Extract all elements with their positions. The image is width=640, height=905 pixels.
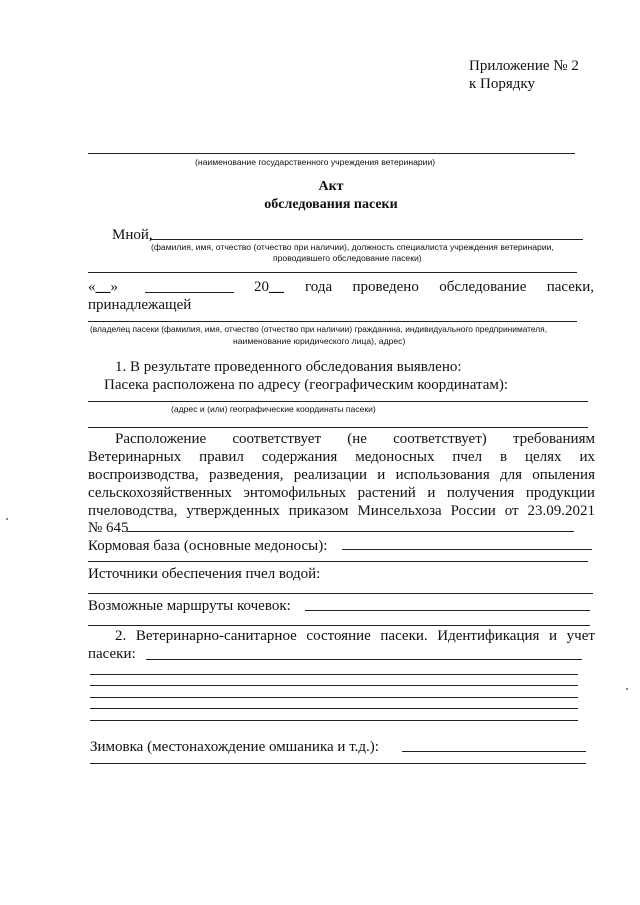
routes-line <box>305 610 590 611</box>
location-label: Пасека расположена по адресу (географическим координатам): <box>104 377 509 393</box>
institution-caption: (наименование государственного учреждения ветеринарии) <box>195 157 436 167</box>
scan-speck <box>6 518 8 520</box>
owner-line <box>88 321 577 322</box>
wintering-label: Зимовка (местонахождение омшаника и т.д.): <box>90 739 379 755</box>
date-day: «__» <box>88 279 118 295</box>
by-me-line <box>150 239 583 240</box>
appendix-number: Приложение № 2 <box>469 58 579 74</box>
owner-caption-1: (владелец пасеки (фамилия, имя, отчество (отчество при наличии) гражданина, индивидуального предпринимателя, <box>90 324 548 334</box>
document-title: Акт <box>318 179 344 194</box>
document-subtitle: обследования пасеки <box>264 197 398 212</box>
compliance-line-5: пчеловодства, утвержденных приказом Минсельхоза России от 23.09.2021 <box>88 503 595 519</box>
belonging-label: принадлежащей <box>88 297 192 313</box>
section2-line-2 <box>90 674 578 675</box>
forage-label: Кормовая база (основные медоносы): <box>88 538 328 554</box>
section2-heading: 2. Ветеринарно-санитарное состояние пасеки. Идентификация и учет <box>115 628 595 644</box>
compliance-line-3: воспроизводства, разведения, реализации и использования для опыления <box>88 467 595 483</box>
wintering-line <box>402 751 586 752</box>
compliance-line-4: сельскохозяйственных энтомофильных растений и получения продукции <box>88 485 595 501</box>
by-me-caption-2: проводившего обследование пасеки) <box>273 253 422 263</box>
address-line-2 <box>88 427 588 428</box>
forage-line <box>342 549 592 550</box>
institution-line <box>88 153 575 154</box>
compliance-line-1: Расположение соответствует (не соответствует) требованиям <box>115 431 595 447</box>
section2-line-1 <box>146 659 582 660</box>
by-me-label: Мной, <box>112 227 153 243</box>
order-number: № 645 <box>88 520 129 536</box>
wintering-line-2 <box>90 763 586 764</box>
section2-apiary-label: пасеки: <box>88 646 136 662</box>
date-sentence: года проведено обследование пасеки, <box>305 279 594 295</box>
water-label: Источники обеспечения пчел водой: <box>88 566 321 582</box>
date-month-line <box>145 292 234 293</box>
address-caption: (адрес и (или) географические координаты пасеки) <box>171 404 376 414</box>
order-line <box>127 531 574 532</box>
section2-line-3 <box>90 685 578 686</box>
water-line <box>88 593 593 594</box>
scan-speck <box>626 688 628 690</box>
inspector-line <box>88 272 577 273</box>
section2-line-5 <box>90 708 578 709</box>
address-line <box>88 401 588 402</box>
routes-line-2 <box>88 625 590 626</box>
by-me-caption-1: (фамилия, имя, отчество (отчество при наличии), должность специалиста учреждения ветеринарии, <box>151 242 554 252</box>
section1-heading: 1. В результате проведенного обследования выявлено: <box>115 359 462 375</box>
owner-caption-2: наименование юридического лица), адрес) <box>233 336 406 346</box>
forage-line-2 <box>88 561 588 562</box>
section2-line-6 <box>90 720 578 721</box>
compliance-line-2: Ветеринарных правил содержания медоносных пчел в целях их <box>88 449 595 465</box>
routes-label: Возможные маршруты кочевок: <box>88 598 291 614</box>
section2-line-4 <box>90 697 578 698</box>
date-year: 20__ <box>254 279 284 295</box>
appendix-order: к Порядку <box>469 76 535 92</box>
